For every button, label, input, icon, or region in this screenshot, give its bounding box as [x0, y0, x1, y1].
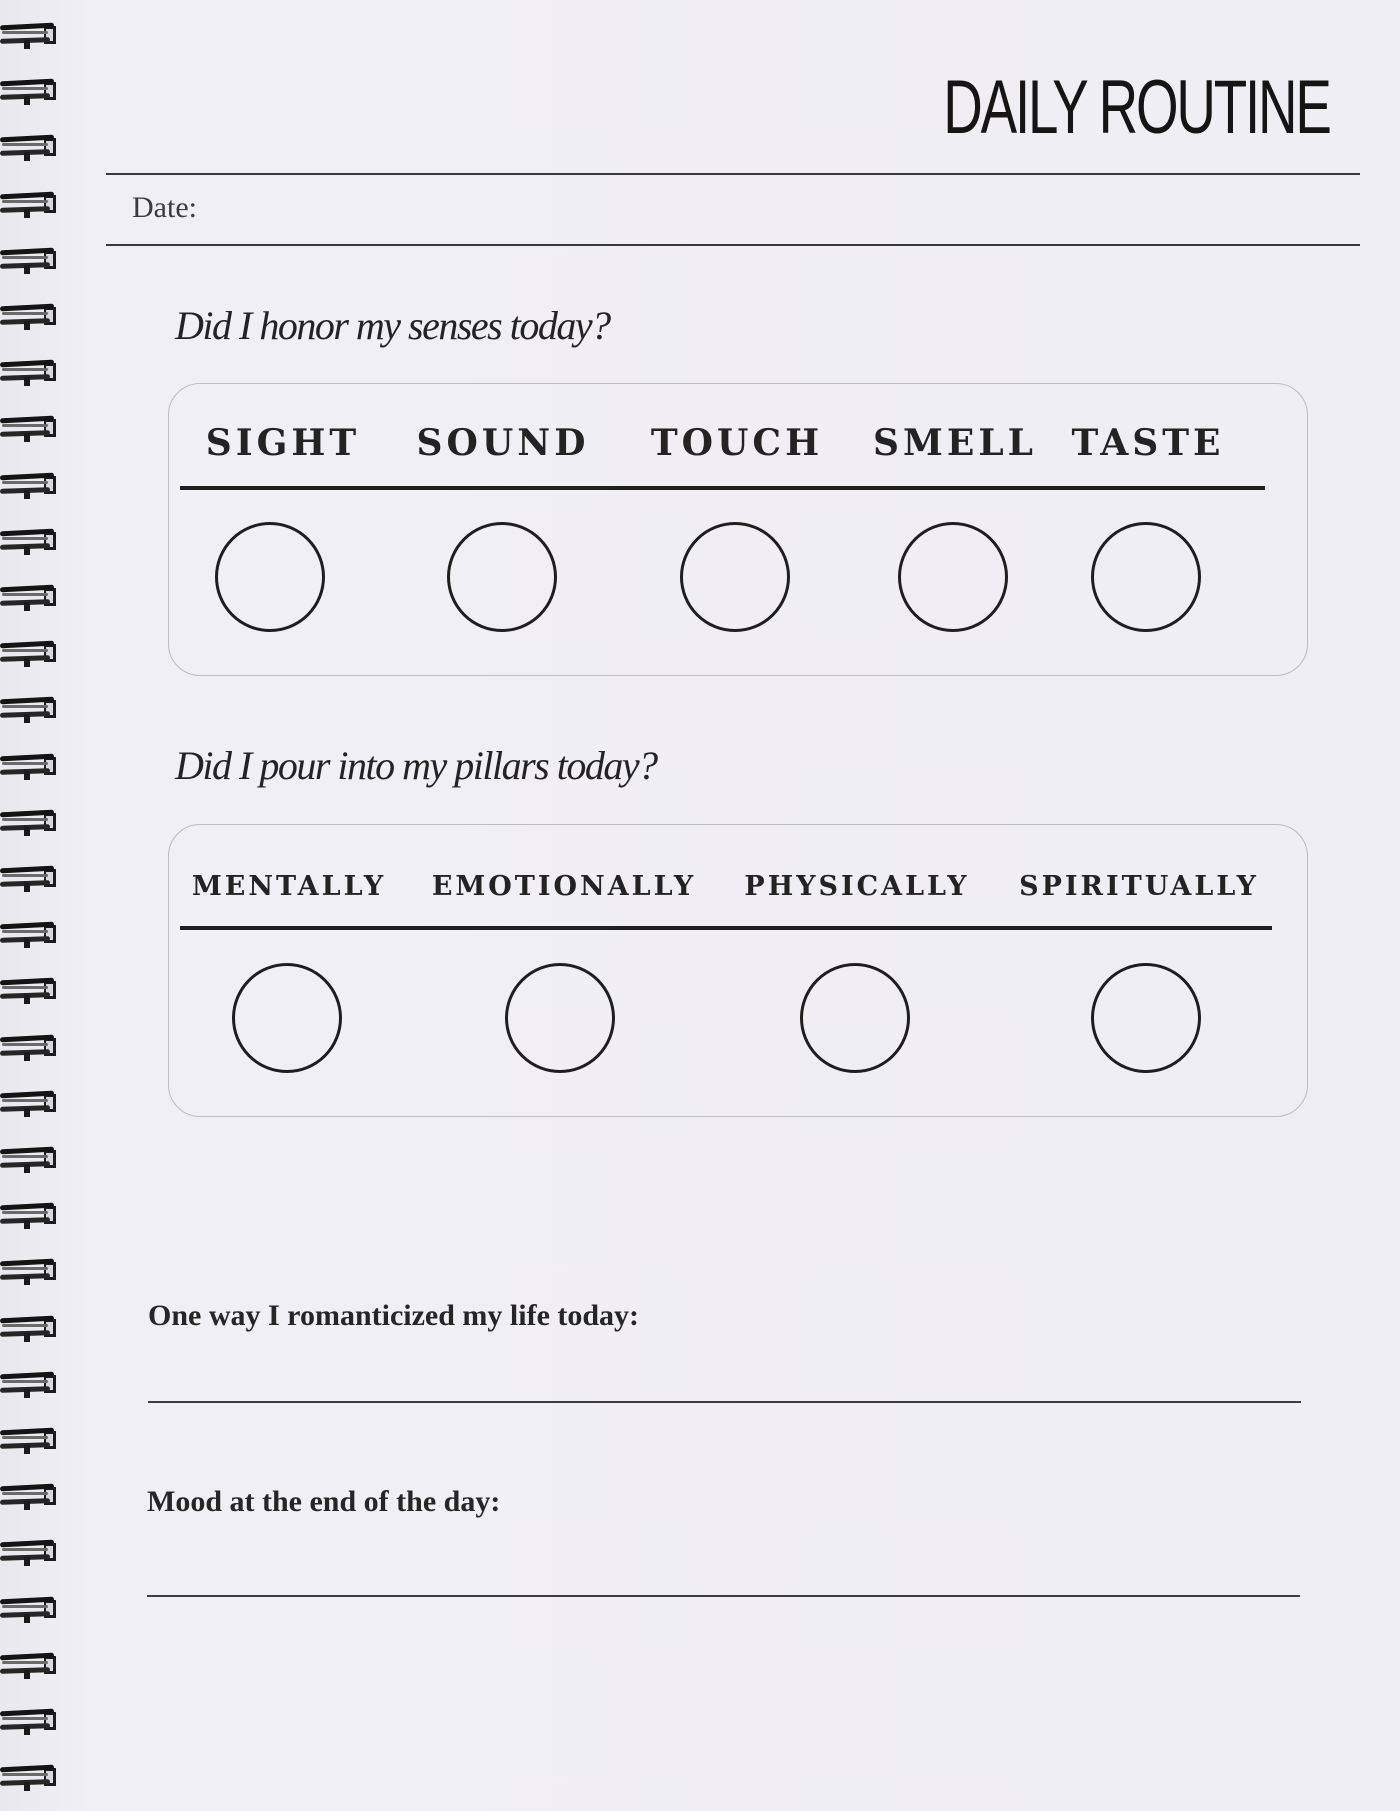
sense-checkbox-taste[interactable]	[1091, 522, 1201, 632]
pillar-label-physically: PHYSICALLY	[744, 871, 970, 902]
pillar-checkbox-spiritually[interactable]	[1091, 963, 1201, 1073]
spiral-ring	[0, 524, 62, 558]
spiral-ring	[0, 1592, 62, 1626]
spiral-ring	[0, 299, 62, 333]
senses-question: Did I honor my senses today?	[175, 303, 610, 348]
sense-checkbox-sound[interactable]	[447, 522, 557, 632]
mood-answer-line[interactable]	[147, 1595, 1300, 1597]
spiral-ring	[0, 1086, 62, 1120]
sense-label-touch: TOUCH	[650, 422, 824, 464]
date-label: Date:	[132, 191, 197, 224]
mood-prompt: Mood at the end of the day:	[147, 1485, 501, 1518]
spiral-ring	[0, 1311, 62, 1345]
spiral-ring	[0, 1030, 62, 1064]
spiral-binding	[0, 18, 62, 1808]
sense-checkbox-touch[interactable]	[680, 522, 790, 632]
pillar-label-emotionally: EMOTIONALLY	[431, 871, 697, 902]
romanticized-answer-line[interactable]	[148, 1401, 1301, 1403]
spiral-ring	[0, 749, 62, 783]
spiral-ring	[0, 805, 62, 839]
sense-label-sound: SOUND	[416, 422, 590, 464]
sense-label-taste: TASTE	[1071, 422, 1225, 464]
pillar-checkbox-mentally[interactable]	[232, 963, 342, 1073]
spiral-ring	[0, 18, 62, 52]
romanticized-prompt: One way I romanticized my life today:	[148, 1299, 640, 1332]
spiral-ring	[0, 580, 62, 614]
date-field-line[interactable]	[106, 244, 1360, 246]
pillar-checkbox-emotionally[interactable]	[505, 963, 615, 1073]
spiral-ring	[0, 861, 62, 895]
spiral-ring	[0, 411, 62, 445]
spiral-ring	[0, 1254, 62, 1288]
spiral-ring	[0, 1198, 62, 1232]
pillar-label-mentally: MENTALLY	[191, 871, 387, 902]
spiral-ring	[0, 74, 62, 108]
sense-checkbox-smell[interactable]	[898, 522, 1008, 632]
pillars-header-rule	[180, 926, 1272, 930]
page-title: DAILY ROUTINE	[943, 65, 1330, 150]
pillars-question: Did I pour into my pillars today?	[175, 743, 657, 788]
spiral-ring	[0, 355, 62, 389]
spiral-ring	[0, 1367, 62, 1401]
spiral-ring	[0, 1423, 62, 1457]
spiral-ring	[0, 973, 62, 1007]
spiral-ring	[0, 130, 62, 164]
senses-header-rule	[180, 486, 1265, 490]
spiral-ring	[0, 917, 62, 951]
spiral-ring	[0, 1648, 62, 1682]
sense-checkbox-sight[interactable]	[215, 522, 325, 632]
spiral-ring	[0, 1479, 62, 1513]
spiral-ring	[0, 636, 62, 670]
spiral-ring	[0, 468, 62, 502]
spiral-ring	[0, 1704, 62, 1738]
spiral-ring	[0, 1142, 62, 1176]
pillar-label-spiritually: SPIRITUALLY	[1019, 871, 1259, 902]
title-divider	[106, 173, 1360, 175]
sense-label-sight: SIGHT	[205, 422, 361, 464]
sense-label-smell: SMELL	[873, 422, 1037, 464]
pillar-checkbox-physically[interactable]	[800, 963, 910, 1073]
spiral-ring	[0, 1760, 62, 1794]
spiral-ring	[0, 692, 62, 726]
spiral-ring	[0, 243, 62, 277]
spiral-ring	[0, 1535, 62, 1569]
spiral-ring	[0, 187, 62, 221]
